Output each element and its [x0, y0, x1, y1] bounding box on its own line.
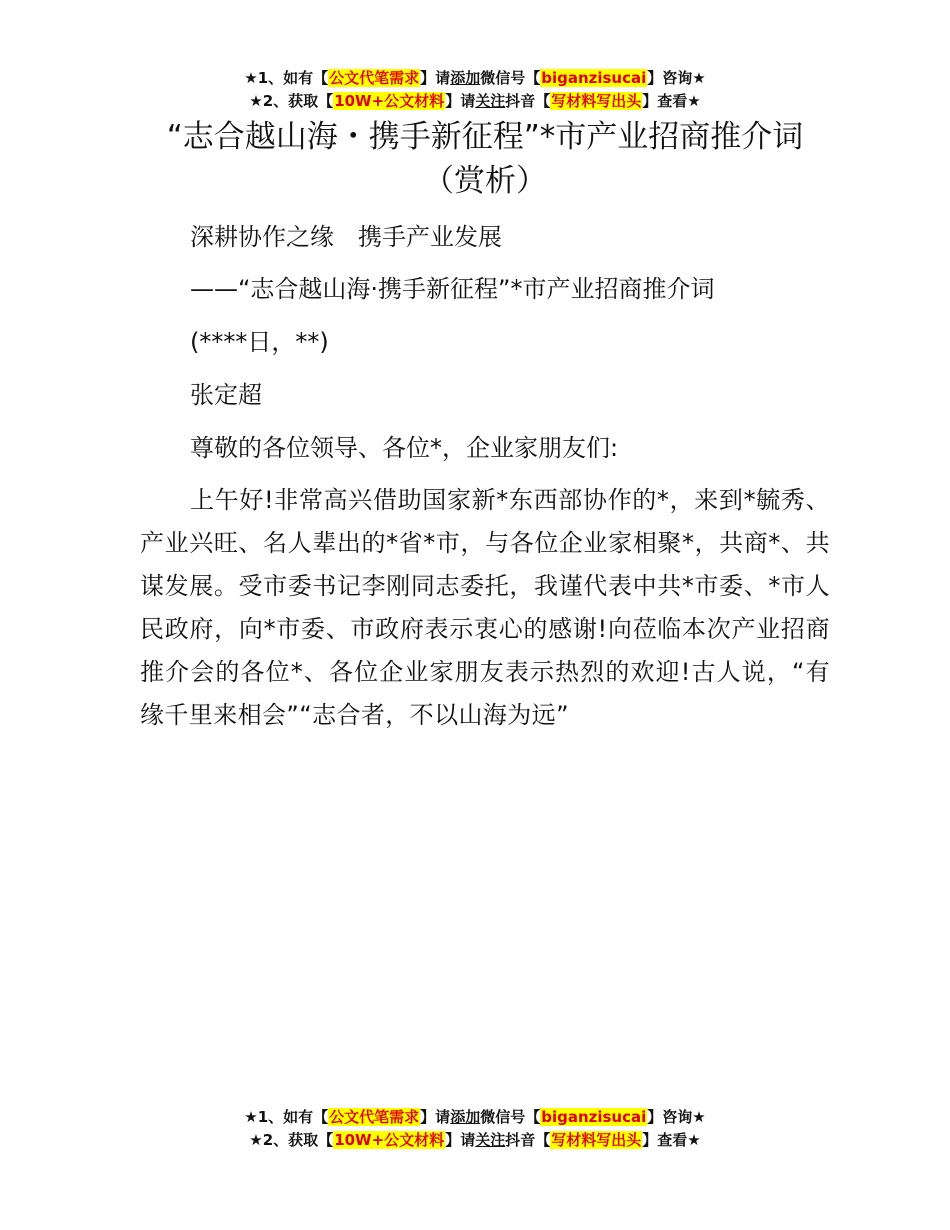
document-author — [140, 374, 830, 417]
banner-underline: 添加 — [450, 1108, 481, 1126]
banner-underline: 添加 — [450, 69, 481, 87]
banner-highlight: 公文代笔需求 — [329, 1108, 420, 1126]
document-date-line — [140, 321, 830, 364]
banner-line-2 — [0, 90, 950, 113]
banner-underline: 关注 — [475, 1131, 506, 1149]
date-text: (****日，**) — [190, 328, 329, 356]
document-body-paragraph — [140, 479, 830, 737]
document-title: “志合越山海・携手新征程”*市产业招商推介词（赏析） — [166, 119, 804, 199]
banner-highlight: 10W+公文材料 — [334, 92, 445, 110]
banner-highlight: biganzisucai — [541, 1108, 647, 1126]
banner-text: 】请 — [420, 69, 451, 87]
banner-text: 】咨询★ — [647, 69, 706, 87]
banner-text: ★2、获取【 — [249, 1131, 334, 1149]
document-salutation — [140, 427, 830, 470]
author-text: 张定超 — [190, 381, 262, 409]
banner-text: 】请 — [420, 1108, 451, 1126]
banner-text: 微信号【 — [480, 1108, 541, 1126]
subheading-text: ——“志合越山海·携手新征程”*市产业招商推介词 — [190, 275, 715, 303]
subtitle-text: 深耕协作之缘 携手产业发展 — [190, 223, 502, 251]
banner-text: 抖音【 — [505, 1131, 551, 1149]
top-banner — [0, 67, 950, 113]
banner-text: 】请 — [445, 92, 476, 110]
banner-line-2 — [0, 1129, 950, 1152]
document-subtitle — [140, 216, 830, 259]
banner-text: 】请 — [445, 1131, 476, 1149]
banner-highlight: 10W+公文材料 — [334, 1131, 445, 1149]
banner-line-1 — [0, 67, 950, 90]
banner-text: ★1、如有【 — [244, 1108, 329, 1126]
banner-text: 抖音【 — [505, 92, 551, 110]
banner-text: ★1、如有【 — [244, 69, 329, 87]
banner-underline: 关注 — [475, 92, 506, 110]
banner-text: ★2、获取【 — [249, 92, 334, 110]
banner-line-1 — [0, 1106, 950, 1129]
banner-highlight: biganzisucai — [541, 69, 647, 87]
banner-highlight: 写材料写出头 — [551, 1131, 642, 1149]
banner-highlight: 公文代笔需求 — [329, 69, 420, 87]
banner-text: 】查看★ — [642, 1131, 701, 1149]
banner-highlight: 写材料写出头 — [551, 92, 642, 110]
banner-text: 微信号【 — [480, 69, 541, 87]
document-subheading — [140, 268, 830, 311]
banner-text: 】咨询★ — [647, 1108, 706, 1126]
body-text: 上午好!非常高兴借助国家新*东西部协作的*，来到*毓秀、产业兴旺、名人辈出的*省*市，与各位企业家相聚*，共商*、共谋发展。受市委书记李刚同志委托，我谨代表中共*市委、*市人民政府，向*市委、市政府表示衷心的感谢!向莅临本次产业招商推介会的各位*、各位企业家朋友表示热烈的欢迎!古人说，“有缘千里来相会”“志合者，不以山海为远” — [140, 486, 830, 729]
banner-text: 】查看★ — [642, 92, 701, 110]
salutation-text: 尊敬的各位领导、各位*，企业家朋友们: — [190, 434, 619, 462]
bottom-banner — [0, 1106, 950, 1152]
